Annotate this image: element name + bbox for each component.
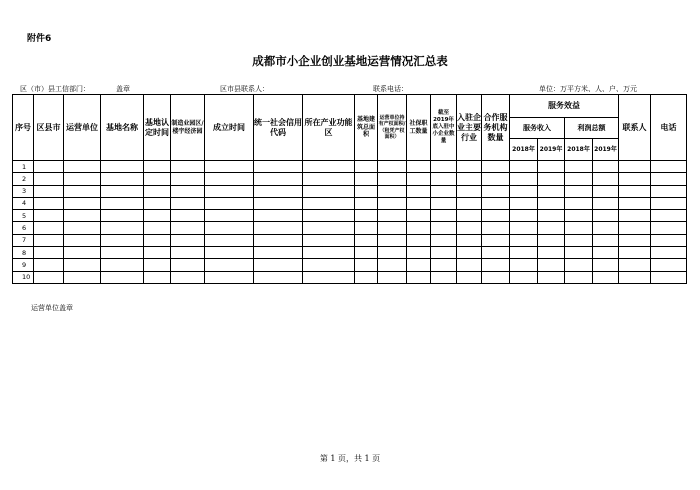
table-cell[interactable] (34, 271, 64, 283)
table-cell[interactable] (565, 173, 593, 185)
table-cell[interactable] (593, 185, 619, 197)
table-cell[interactable] (254, 210, 303, 222)
table-cell[interactable] (510, 234, 538, 246)
table-cell[interactable] (510, 222, 538, 234)
table-cell[interactable] (457, 234, 482, 246)
contact-label: 区市县联系人： (220, 85, 269, 93)
table-cell[interactable] (538, 173, 565, 185)
table-cell[interactable] (407, 222, 431, 234)
table-cell[interactable] (457, 247, 482, 259)
table-cell[interactable] (378, 197, 407, 209)
table-cell[interactable] (144, 271, 171, 283)
table-cell[interactable] (538, 259, 565, 271)
table-row (13, 210, 687, 222)
table-cell[interactable] (457, 210, 482, 222)
table-cell[interactable] (254, 234, 303, 246)
header-profit-2018: 2018年 (565, 139, 593, 161)
header-founded: 成立时间 (205, 95, 254, 161)
table-cell[interactable] (565, 234, 593, 246)
table-cell[interactable] (101, 222, 144, 234)
table-cell[interactable] (651, 259, 687, 271)
table-cell[interactable] (482, 197, 510, 209)
table-cell[interactable] (64, 210, 101, 222)
table-cell[interactable] (651, 234, 687, 246)
table-cell[interactable] (619, 222, 651, 234)
table-cell[interactable] (651, 210, 687, 222)
table-cell[interactable] (144, 234, 171, 246)
table-cell[interactable] (254, 185, 303, 197)
table-cell[interactable] (565, 271, 593, 283)
table-cell[interactable] (593, 210, 619, 222)
table-cell[interactable] (303, 161, 355, 173)
table-cell[interactable] (205, 161, 254, 173)
table-cell[interactable] (303, 234, 355, 246)
row-number: 8 (13, 247, 34, 259)
row-number: 2 (13, 173, 34, 185)
table-cell[interactable] (457, 173, 482, 185)
table-cell[interactable] (482, 161, 510, 173)
table-cell[interactable] (510, 247, 538, 259)
table-cell[interactable] (303, 222, 355, 234)
table-cell[interactable] (205, 259, 254, 271)
header-revenue-2018: 2018年 (510, 139, 538, 161)
table-cell[interactable] (431, 173, 457, 185)
table-row (13, 222, 687, 234)
table-cell[interactable] (407, 247, 431, 259)
table-cell[interactable] (205, 247, 254, 259)
page-title: 成都市小企业创业基地运营情况汇总表 (252, 54, 448, 68)
table-cell[interactable] (171, 197, 205, 209)
table-cell[interactable] (144, 173, 171, 185)
table-cell[interactable] (254, 259, 303, 271)
table-cell[interactable] (593, 247, 619, 259)
table-row (13, 161, 687, 173)
table-cell[interactable] (101, 234, 144, 246)
table-cell[interactable] (482, 271, 510, 283)
table-cell[interactable] (431, 210, 457, 222)
table-cell[interactable] (538, 161, 565, 173)
table-cell[interactable] (171, 173, 205, 185)
table-cell[interactable] (171, 185, 205, 197)
stamp-label: 盖章 (116, 85, 130, 93)
table-cell[interactable] (205, 222, 254, 234)
table-cell[interactable] (303, 259, 355, 271)
table-cell[interactable] (593, 161, 619, 173)
table-cell[interactable] (538, 185, 565, 197)
table-cell[interactable] (378, 247, 407, 259)
table-cell[interactable] (482, 173, 510, 185)
table-cell[interactable] (378, 234, 407, 246)
table-cell[interactable] (593, 259, 619, 271)
table-cell[interactable] (510, 161, 538, 173)
header-revenue: 服务收入 (510, 118, 565, 139)
table-cell[interactable] (355, 210, 378, 222)
summary-table (12, 94, 687, 284)
table-cell[interactable] (619, 185, 651, 197)
header-cert-time: 基地认定时间 (144, 95, 171, 161)
table-cell[interactable] (254, 222, 303, 234)
page-number: 第 1 页，共 1 页 (319, 454, 381, 463)
row-number: 9 (13, 259, 34, 271)
table-cell[interactable] (651, 161, 687, 173)
table-cell[interactable] (651, 173, 687, 185)
table-cell[interactable] (355, 197, 378, 209)
table-cell[interactable] (378, 271, 407, 283)
table-cell[interactable] (457, 271, 482, 283)
table-cell[interactable] (378, 161, 407, 173)
table-cell[interactable] (355, 247, 378, 259)
row-number: 6 (13, 222, 34, 234)
table-cell[interactable] (303, 210, 355, 222)
table-cell[interactable] (254, 271, 303, 283)
table-cell[interactable] (431, 234, 457, 246)
table-cell[interactable] (171, 210, 205, 222)
header-phone: 电话 (651, 95, 687, 161)
table-cell[interactable] (651, 247, 687, 259)
table-cell[interactable] (64, 271, 101, 283)
table-cell[interactable] (482, 210, 510, 222)
table-cell[interactable] (407, 173, 431, 185)
header-operator: 运营单位 (64, 95, 101, 161)
table-cell[interactable] (565, 185, 593, 197)
header-credit-code: 统一社会信用代码 (254, 95, 303, 161)
table-cell[interactable] (619, 234, 651, 246)
table-cell[interactable] (619, 210, 651, 222)
table-cell[interactable] (144, 210, 171, 222)
table-cell[interactable] (144, 222, 171, 234)
table-cell[interactable] (565, 259, 593, 271)
table-cell[interactable] (34, 161, 64, 173)
table-cell[interactable] (64, 197, 101, 209)
table-cell[interactable] (510, 210, 538, 222)
table-cell[interactable] (355, 234, 378, 246)
table-cell[interactable] (482, 247, 510, 259)
table-cell[interactable] (407, 161, 431, 173)
header-profit: 利润总额 (565, 118, 619, 139)
attachment-label: 附件6 (27, 34, 52, 44)
table-cell[interactable] (34, 185, 64, 197)
table-cell[interactable] (205, 234, 254, 246)
table-cell[interactable] (303, 271, 355, 283)
table-row (13, 173, 687, 185)
table-cell[interactable] (407, 259, 431, 271)
row-number: 4 (13, 197, 34, 209)
table-cell[interactable] (619, 197, 651, 209)
table-row (13, 247, 687, 259)
table-cell[interactable] (378, 222, 407, 234)
table-cell[interactable] (144, 247, 171, 259)
table-cell[interactable] (482, 259, 510, 271)
dept-label: 区（市）县工信部门： (20, 85, 90, 93)
table-cell[interactable] (254, 197, 303, 209)
table-cell[interactable] (619, 259, 651, 271)
table-cell[interactable] (538, 247, 565, 259)
table-cell[interactable] (565, 210, 593, 222)
table-cell[interactable] (619, 161, 651, 173)
table-row (13, 185, 687, 197)
table-cell[interactable] (457, 185, 482, 197)
table-cell[interactable] (303, 173, 355, 185)
table-cell[interactable] (64, 247, 101, 259)
table-cell[interactable] (303, 247, 355, 259)
table-cell[interactable] (101, 271, 144, 283)
table-cell[interactable] (431, 271, 457, 283)
table-cell[interactable] (355, 161, 378, 173)
table-cell[interactable] (101, 197, 144, 209)
table-cell[interactable] (101, 259, 144, 271)
table-cell[interactable] (457, 259, 482, 271)
table-cell[interactable] (407, 234, 431, 246)
header-partner-orgs: 合作服务机构数量 (482, 95, 510, 161)
table-cell[interactable] (510, 185, 538, 197)
table-cell[interactable] (34, 247, 64, 259)
table-cell[interactable] (355, 185, 378, 197)
table-cell[interactable] (205, 197, 254, 209)
table-cell[interactable] (303, 185, 355, 197)
table-cell[interactable] (34, 259, 64, 271)
table-cell[interactable] (407, 210, 431, 222)
table-cell[interactable] (64, 185, 101, 197)
row-number: 10 (13, 271, 34, 283)
table-cell[interactable] (355, 259, 378, 271)
table-cell[interactable] (205, 271, 254, 283)
table-cell[interactable] (407, 271, 431, 283)
table-cell[interactable] (101, 210, 144, 222)
table-cell[interactable] (64, 173, 101, 185)
table-cell[interactable] (431, 161, 457, 173)
table-cell[interactable] (431, 197, 457, 209)
row-number: 5 (13, 210, 34, 222)
table-cell[interactable] (144, 185, 171, 197)
table-cell[interactable] (619, 173, 651, 185)
table-cell[interactable] (510, 197, 538, 209)
table-cell[interactable] (651, 197, 687, 209)
table-cell[interactable] (565, 197, 593, 209)
table-cell[interactable] (101, 247, 144, 259)
table-cell[interactable] (378, 173, 407, 185)
table-cell[interactable] (205, 185, 254, 197)
table-cell[interactable] (171, 161, 205, 173)
table-cell[interactable] (144, 197, 171, 209)
table-cell[interactable] (538, 210, 565, 222)
table-cell[interactable] (593, 234, 619, 246)
header-benefit: 服务效益 (510, 95, 619, 118)
header-park-type: 制造业园区/楼宇经济园 (171, 95, 205, 161)
header-function-zone: 所在产业功能区 (303, 95, 355, 161)
table-cell[interactable] (355, 222, 378, 234)
header-resident-smes: 截至2019年底入驻中小企业数量 (431, 95, 457, 161)
table-cell[interactable] (593, 197, 619, 209)
table-cell[interactable] (431, 247, 457, 259)
table-cell[interactable] (254, 173, 303, 185)
table-cell[interactable] (510, 173, 538, 185)
table-row (13, 271, 687, 283)
header-revenue-2019: 2019年 (538, 139, 565, 161)
table-cell[interactable] (565, 161, 593, 173)
table-cell[interactable] (101, 173, 144, 185)
table-cell[interactable] (565, 247, 593, 259)
header-district: 区县市 (34, 95, 64, 161)
table-cell[interactable] (378, 185, 407, 197)
table-cell[interactable] (538, 271, 565, 283)
table-cell[interactable] (101, 161, 144, 173)
header-main-industry: 入驻企业主要行业 (457, 95, 482, 161)
table-cell[interactable] (510, 259, 538, 271)
header-contact: 联系人 (619, 95, 651, 161)
table-cell[interactable] (651, 222, 687, 234)
table-cell[interactable] (378, 259, 407, 271)
table-cell[interactable] (171, 234, 205, 246)
table-cell[interactable] (171, 259, 205, 271)
table-row (13, 234, 687, 246)
unit-label: 单位：万平方米、人、户、万元 (539, 85, 637, 93)
table-cell[interactable] (34, 173, 64, 185)
table-cell[interactable] (355, 173, 378, 185)
table-cell[interactable] (538, 197, 565, 209)
table-cell[interactable] (144, 161, 171, 173)
table-cell[interactable] (510, 271, 538, 283)
row-number: 1 (13, 161, 34, 173)
table-cell[interactable] (457, 197, 482, 209)
table-cell[interactable] (593, 222, 619, 234)
table-cell[interactable] (407, 185, 431, 197)
table-cell[interactable] (565, 222, 593, 234)
table-cell[interactable] (254, 247, 303, 259)
table-cell[interactable] (482, 234, 510, 246)
table-cell[interactable] (64, 222, 101, 234)
table-cell[interactable] (619, 247, 651, 259)
table-cell[interactable] (144, 259, 171, 271)
table-cell[interactable] (593, 173, 619, 185)
seal-note: 运营单位盖章 (31, 304, 73, 312)
table-cell[interactable] (651, 185, 687, 197)
table-cell[interactable] (171, 222, 205, 234)
table-cell[interactable] (431, 185, 457, 197)
table-cell[interactable] (64, 259, 101, 271)
table-cell[interactable] (593, 271, 619, 283)
table-cell[interactable] (482, 222, 510, 234)
table-cell[interactable] (34, 210, 64, 222)
table-row (13, 259, 687, 271)
header-seq: 序号 (13, 95, 34, 161)
table-cell[interactable] (457, 222, 482, 234)
header-floor-area: 基地建筑总面积 (355, 95, 378, 161)
table-cell[interactable] (254, 161, 303, 173)
table-cell[interactable] (538, 234, 565, 246)
header-operator-area: 运营单位持有产权面积/（租凭产权面积） (378, 95, 407, 161)
row-number: 3 (13, 185, 34, 197)
table-cell[interactable] (303, 197, 355, 209)
table-cell[interactable] (431, 222, 457, 234)
table-cell[interactable] (431, 259, 457, 271)
table-cell[interactable] (64, 161, 101, 173)
table-cell[interactable] (34, 234, 64, 246)
row-number: 7 (13, 234, 34, 246)
table-cell[interactable] (171, 271, 205, 283)
table-cell[interactable] (457, 161, 482, 173)
header-social-staff: 社保职工数量 (407, 95, 431, 161)
table-cell[interactable] (378, 210, 407, 222)
table-cell[interactable] (171, 247, 205, 259)
table-cell[interactable] (651, 271, 687, 283)
table-cell[interactable] (407, 197, 431, 209)
table-cell[interactable] (205, 173, 254, 185)
phone-label: 联系电话： (373, 85, 408, 93)
table-cell[interactable] (101, 185, 144, 197)
header-profit-2019: 2019年 (593, 139, 619, 161)
table-cell[interactable] (34, 222, 64, 234)
table-cell[interactable] (355, 271, 378, 283)
table-cell[interactable] (64, 234, 101, 246)
table-cell[interactable] (619, 271, 651, 283)
table-cell[interactable] (482, 185, 510, 197)
header-base-name: 基地名称 (101, 95, 144, 161)
table-cell[interactable] (538, 222, 565, 234)
table-row (13, 197, 687, 209)
table-cell[interactable] (34, 197, 64, 209)
table-cell[interactable] (205, 210, 254, 222)
